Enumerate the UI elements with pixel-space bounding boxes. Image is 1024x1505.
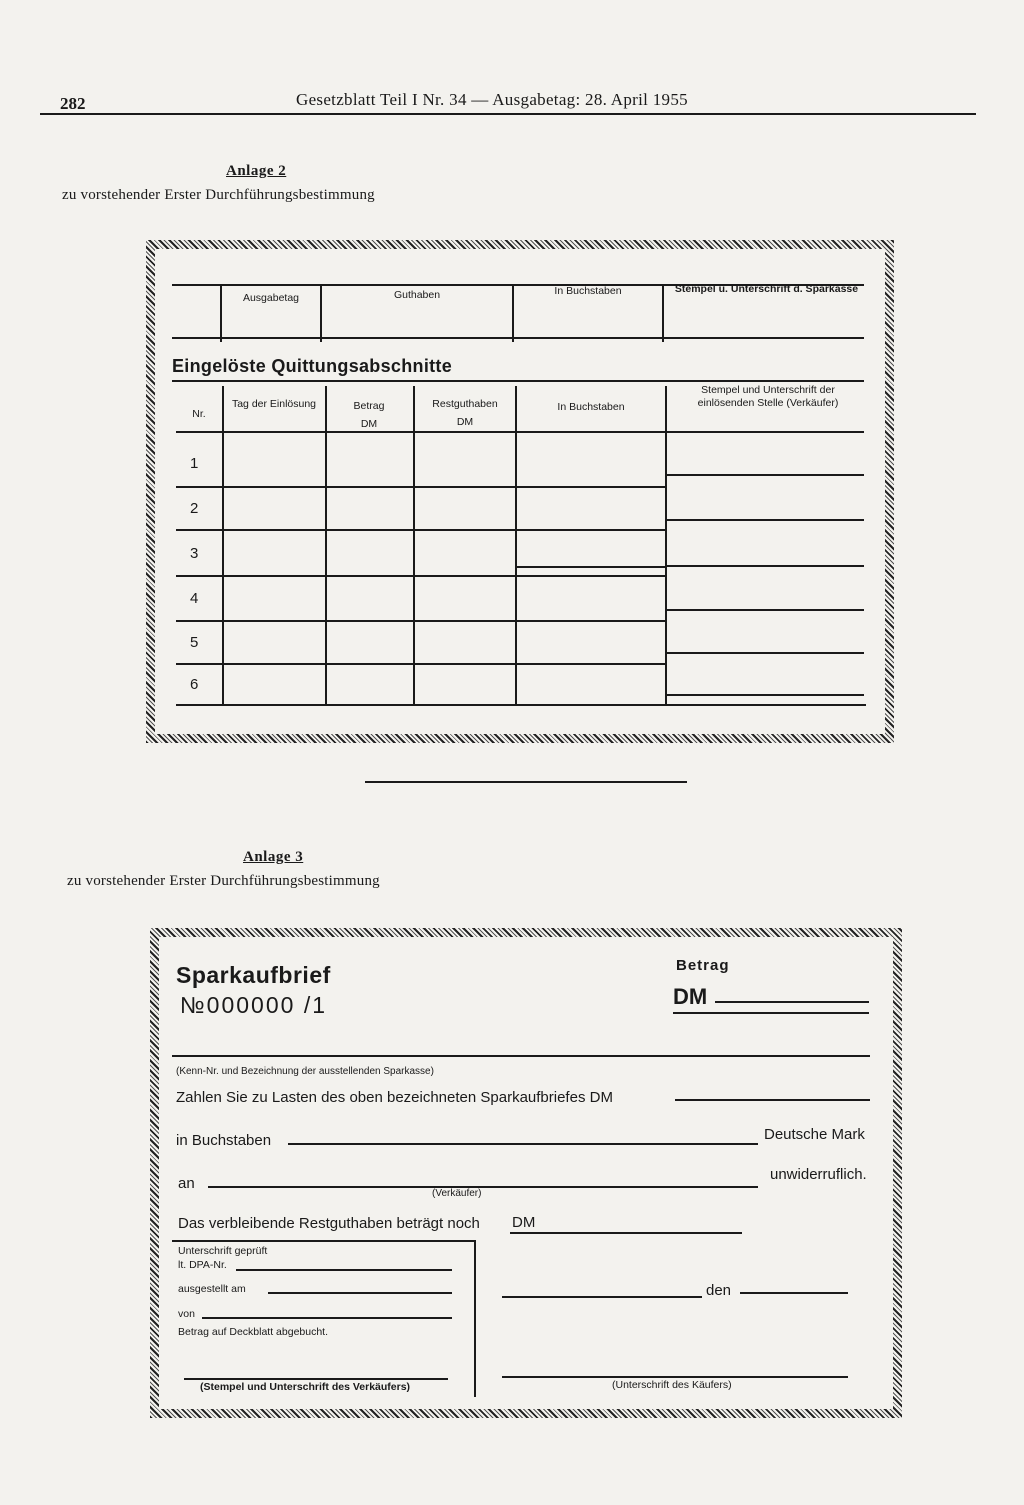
sparkaufbrief-title: Sparkaufbrief xyxy=(176,962,331,988)
verkaeufer-caption: (Verkäufer) xyxy=(432,1188,482,1199)
seller-box-divider xyxy=(474,1240,476,1397)
in-buchstaben-line xyxy=(288,1143,758,1145)
row-number: 1 xyxy=(190,455,199,472)
table-divider xyxy=(665,386,667,706)
unwiderruflich-label: unwiderruflich. xyxy=(770,1166,867,1183)
restguthaben-dm: DM xyxy=(512,1214,536,1231)
von-label: von xyxy=(178,1308,195,1320)
sparkaufbrief-number: №000000 /1 xyxy=(180,992,327,1018)
col-nr: Nr. xyxy=(192,408,206,420)
anlage-3-subtitle: zu vorstehender Erster Durchführungsbestimmung xyxy=(67,873,380,889)
betrag-deckblatt-label: Betrag auf Deckblatt abgebucht. xyxy=(178,1326,329,1338)
page-number: 282 xyxy=(60,94,86,113)
dm-amount-line xyxy=(673,1012,869,1014)
stempel-rule xyxy=(666,609,864,611)
stempel-rule xyxy=(666,694,864,696)
ausgestellt-am-label: ausgestellt am xyxy=(178,1283,246,1295)
stempel-rule xyxy=(666,565,864,567)
col-betrag: Betrag xyxy=(353,400,385,412)
table-rule xyxy=(176,431,864,433)
top-table-rule xyxy=(172,337,864,339)
table-divider xyxy=(325,386,327,706)
zahlen-amount-line xyxy=(675,1099,870,1101)
row-number: 5 xyxy=(190,634,199,651)
row-rule xyxy=(176,529,666,531)
kenn-caption: (Kenn-Nr. und Bezeichnung der ausstellenden Sparkasse) xyxy=(176,1066,434,1077)
row-number: 2 xyxy=(190,500,199,517)
stempel-rule xyxy=(666,519,864,521)
row-number: 3 xyxy=(190,545,199,562)
restguthaben-label: Das verbleibende Restguthaben beträgt noch xyxy=(178,1215,480,1232)
table-divider xyxy=(413,386,415,706)
row-rule xyxy=(176,486,666,488)
row-number: 6 xyxy=(190,676,199,693)
col-restguthaben-unit: DM xyxy=(456,416,474,428)
row-rule xyxy=(176,575,666,577)
kenn-line xyxy=(172,1055,870,1057)
col-tag-der-einloesung: Tag der Einlösung xyxy=(231,398,317,410)
buchstaben-rule xyxy=(516,566,666,568)
seller-signature-line xyxy=(184,1378,448,1380)
dpa-nr-line xyxy=(236,1269,452,1271)
gazette-title: Gesetzblatt Teil I Nr. 34 — Ausgabetag: 28. April 1955 xyxy=(296,90,688,109)
header-rule xyxy=(40,113,976,115)
section-title: Eingelöste Quittungsabschnitte xyxy=(172,356,453,376)
col-in-buchstaben: In Buchstaben xyxy=(554,285,622,297)
stempel-rule xyxy=(666,474,864,476)
row-number: 4 xyxy=(190,590,199,607)
row-rule xyxy=(176,620,666,622)
restguthaben-line xyxy=(510,1232,742,1234)
table-divider xyxy=(515,386,517,706)
col-betrag-unit: DM xyxy=(360,418,378,430)
col-guthaben: Guthaben xyxy=(393,289,441,301)
anlage-2-heading: Anlage 2 xyxy=(226,163,287,179)
row-rule xyxy=(176,704,866,706)
stempel-verkaeufer-caption: (Stempel und Unterschrift des Verkäufers) xyxy=(200,1381,411,1393)
betrag-label: Betrag xyxy=(676,957,730,974)
zahlen-line: Zahlen Sie zu Lasten des oben bezeichneten Sparkaufbriefes DM xyxy=(176,1089,613,1106)
anlage-3-heading: Anlage 3 xyxy=(243,849,304,865)
anlage-2-form-border xyxy=(146,240,894,743)
section-rule xyxy=(172,380,864,382)
in-buchstaben-label: in Buchstaben xyxy=(176,1132,272,1149)
an-label: an xyxy=(178,1175,195,1192)
datum-line xyxy=(740,1292,848,1294)
deutsche-mark-label: Deutsche Mark xyxy=(764,1126,865,1143)
anlage-2-subtitle: zu vorstehender Erster Durchführungsbestimmung xyxy=(62,187,375,203)
an-line xyxy=(208,1186,758,1188)
dpa-nr-label: lt. DPA-Nr. xyxy=(178,1259,227,1271)
seller-box-top xyxy=(172,1240,476,1242)
von-line xyxy=(202,1317,452,1319)
unterschrift-geprueft: Unterschrift geprüft xyxy=(178,1245,268,1257)
stempel-rule xyxy=(666,652,864,654)
dm-amount-line xyxy=(715,1001,869,1003)
col-stempel-sparkasse: Stempel u. Unterschrift d. Sparkasse xyxy=(674,283,859,295)
ort-line xyxy=(502,1296,702,1298)
col-restguthaben: Restguthaben xyxy=(432,398,498,410)
row-rule xyxy=(176,663,666,665)
col-ausgabetag: Ausgabetag xyxy=(242,292,300,304)
col-in-buchstaben-2: In Buchstaben xyxy=(557,401,625,413)
section-separator xyxy=(365,781,687,783)
col-stempel-verkaeufer: Stempel und Unterschrift der einlösenden Stelle (Verkäufer) xyxy=(697,384,839,409)
unterschrift-kaeufer-caption: (Unterschrift des Käufers) xyxy=(612,1379,732,1391)
den-label: den xyxy=(706,1282,732,1299)
buyer-signature-line xyxy=(502,1376,848,1378)
ausgestellt-am-line xyxy=(268,1292,452,1294)
table-divider xyxy=(222,386,224,706)
dm-label: DM xyxy=(673,984,708,1009)
